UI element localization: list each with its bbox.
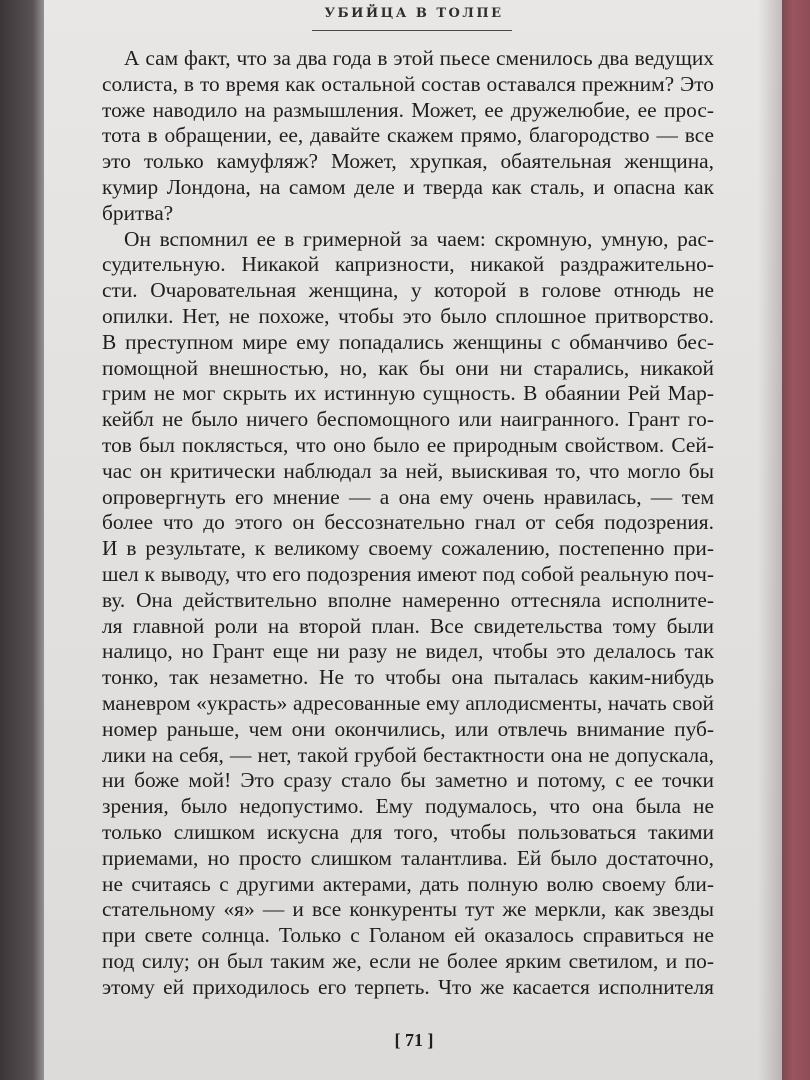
text-line: опилки. Нет, не похоже, чтобы это было сплошное притворство.: [102, 303, 714, 328]
text-line: номер раньше, чем они окончились, или отвлечь внимание пуб-: [102, 716, 714, 741]
text-line: шел к выводу, что его подозрения имеют под собой реальную поч-: [102, 561, 714, 586]
text-line: маневром «украсть» адресованные ему аплодисменты, начать свой: [102, 690, 714, 715]
running-head: УБИЙЦА В ТОЛПЕ: [324, 6, 504, 21]
text-line: И в результате, к великому своему сожалению, постепенно при-: [102, 536, 714, 561]
text-line: час он критически наблюдал за ней, выискивая то, что могло бы: [102, 458, 714, 483]
text-line: сти. Очаровательная женщина, у которой в голове отнюдь не: [102, 278, 714, 303]
text-line: это только камуфляж? Может, хрупкая, обаятельная женщина,: [102, 149, 714, 174]
text-line: ни боже мой! Это сразу стало бы заметно и потому, с ее точки: [102, 768, 714, 793]
text-line: ву. Она действительно вполне намеренно оттесняла исполните-: [102, 587, 714, 612]
text-line: грим не мог скрыть их истинную сущность. В обаянии Рей Мар-: [102, 381, 714, 406]
text-line: В преступном мире ему попадались женщины с обманчиво бес-: [102, 329, 714, 354]
text-line: тота в обращении, ее, давайте скажем прямо, благородство — все: [102, 123, 714, 148]
running-head-rule: [312, 30, 512, 31]
text-line: налицо, но Грант еще ни разу не видел, чтобы это делалось так: [102, 639, 714, 664]
text-line: помощной внешностью, но, как бы они ни старались, никакой: [102, 355, 714, 380]
text-line: лики на себя, — нет, такой грубой бестактности она не допускала,: [102, 742, 714, 767]
text-line: тоже наводило на размышления. Может, ее дружелюбие, ее прос-: [102, 97, 714, 122]
text-line: стательному «я» — и все конкуренты тут же меркли, как звезды: [102, 897, 714, 922]
text-line: под силу; он был таким же, если не более ярким светилом, и по-: [102, 948, 714, 973]
text-line: не считаясь с другими актерами, дать полную волю своему бли-: [102, 871, 714, 896]
text-line: кейбл не было ничего беспомощного или наигранного. Грант го-: [102, 407, 714, 432]
text-line: бритва?: [102, 200, 174, 225]
text-line: при свете солнца. Только с Голаном ей оказалось справиться не: [102, 923, 714, 948]
text-line: более что до этого он бессознательно гнал от себя подозрения.: [102, 510, 714, 535]
paragraph-1: [102, 46, 714, 227]
text-line: кумир Лондона, на самом деле и тверда как сталь, и опасна как: [102, 174, 714, 199]
text-line: тов был поклясться, что оно было ее природным свойством. Сей-: [102, 432, 714, 457]
text-line: приемами, но просто слишком талантлива. Ей было достаточно,: [102, 845, 714, 870]
book-page: [44, 0, 784, 1080]
text-line: ля главной роли на второй план. Все свидетельства тому были: [102, 613, 714, 638]
page-shade: [758, 0, 784, 1080]
text-line: только слишком искусна для того, чтобы пользоваться такими: [102, 819, 714, 844]
text-line: А сам факт, что за два года в этой пьесе сменилось два ведущих: [124, 46, 714, 70]
page-number: [ 71 ]: [394, 1030, 434, 1050]
book-cover-edge: [782, 0, 810, 1080]
text-line: солиста, в то время как остальной состав оставался прежним? Это: [102, 71, 714, 96]
body-text: [102, 46, 714, 1000]
paragraph-2: [102, 227, 714, 1001]
text-line: тонко, так незаметно. Не то чтобы она пыталась каким-нибудь: [102, 665, 714, 690]
text-line: судительную. Никакой капризности, никакой раздражительно-: [102, 252, 714, 277]
text-line: опровергнуть его мнение — а она ему очень нравилась, — тем: [102, 484, 714, 509]
text-line: зрения, было недопустимо. Ему подумалось, что она была не: [102, 794, 714, 819]
text-line: этому ей приходилось его терпеть. Что же касается исполнителя: [102, 974, 714, 999]
text-line: Он вспомнил ее в гримерной за чаем: скромную, умную, рас-: [124, 226, 714, 251]
